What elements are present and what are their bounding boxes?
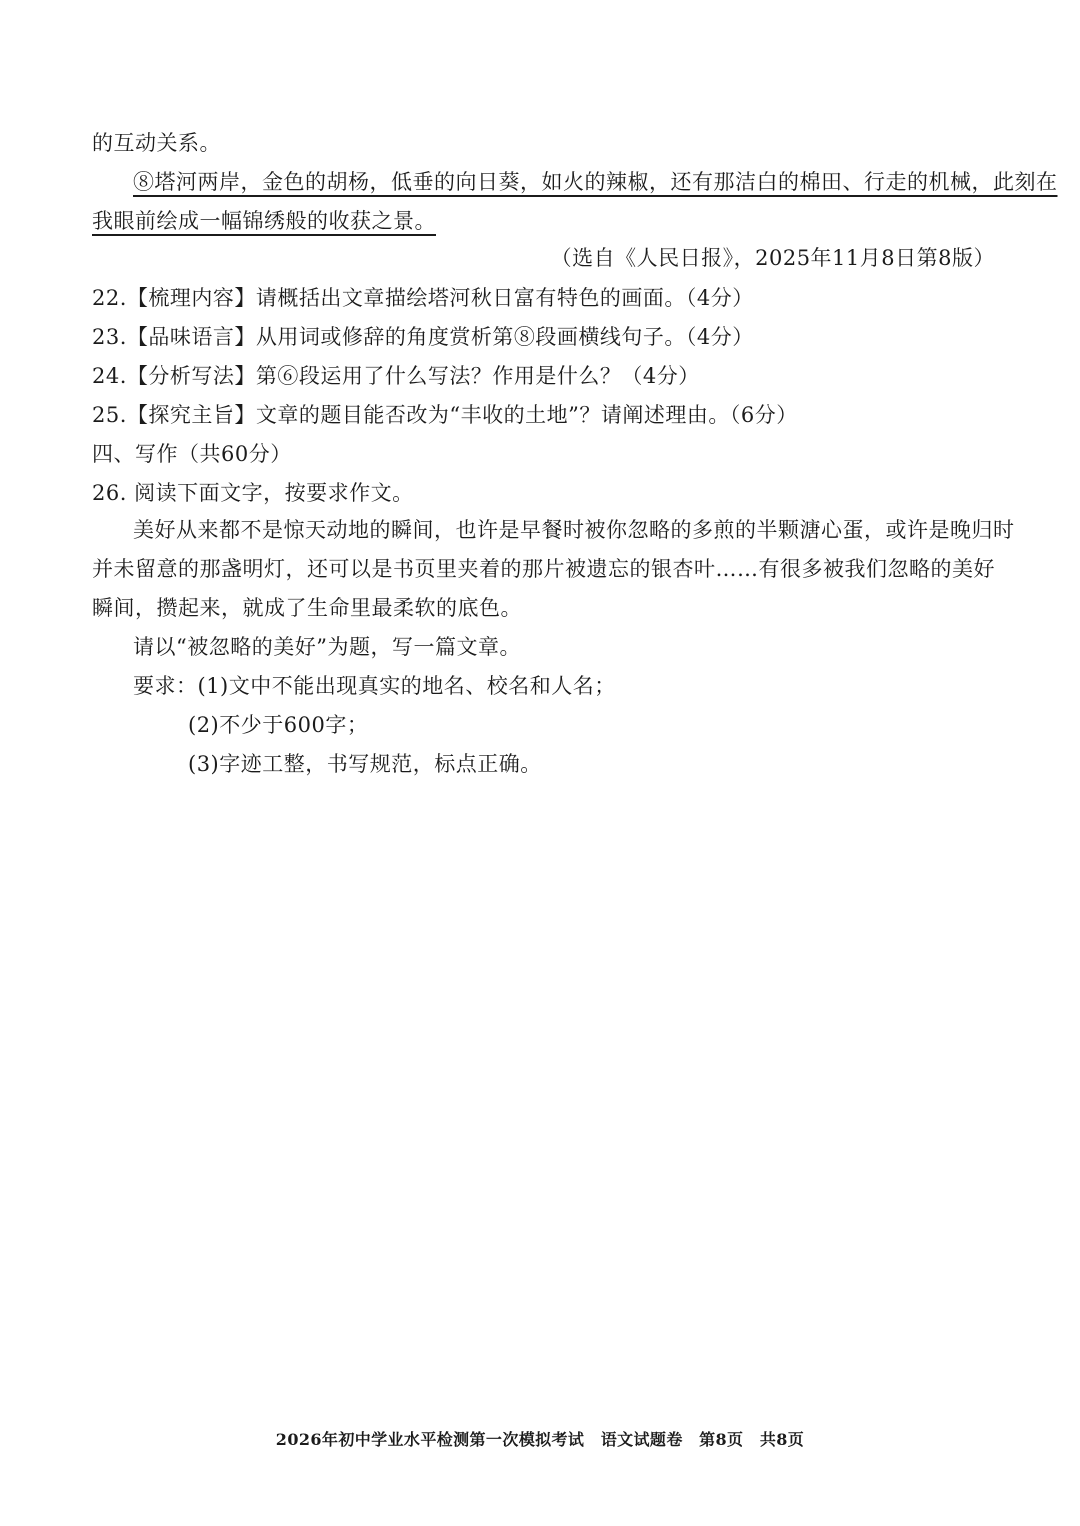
continued-passage-line: 的互动关系。 <box>92 131 221 155</box>
page-footer: 2026年初中学业水平检测第一次模拟考试 语文试题卷 第8页 共8页 <box>275 1430 805 1449</box>
prompt-line-1: 美好从来都不是惊天动地的瞬间，也许是早餐时被你忽略的多煎的半颗溏心蛋，或许是晚归时 <box>133 518 1015 542</box>
underlined-sentence-line-2: 我眼前绘成一幅锦绣般的收获之景。 <box>92 209 436 233</box>
requirement-2: (2)不少于600字； <box>188 713 369 737</box>
source-citation: （选自《人民日报》，2025年11月8日第8版） <box>550 246 995 270</box>
prompt-line-3: 瞬间，攒起来，就成了生命里最柔软的底色。 <box>92 596 522 620</box>
prompt-line-2: 并未留意的那盏明灯，还可以是书页里夹着的那片被遗忘的银杏叶……有很多被我们忽略的美好 <box>92 557 995 581</box>
question-25: 25.【探究主旨】文章的题目能否改为“丰收的土地”？请阐述理由。（6分） <box>92 403 798 427</box>
section-title-writing: 四、写作（共60分） <box>92 442 292 466</box>
essay-title-instruction: 请以“被忽略的美好”为题，写一篇文章。 <box>133 635 521 659</box>
question-23: 23.【品味语言】从用词或修辞的角度赏析第⑧段画横线句子。（4分） <box>92 325 754 349</box>
question-26-heading: 26. 阅读下面文字，按要求作文。 <box>92 481 414 505</box>
question-22: 22.【梳理内容】请概括出文章描绘塔河秋日富有特色的画面。（4分） <box>92 286 754 310</box>
underlined-sentence-line-1: ⑧塔河两岸，金色的胡杨，低垂的向日葵，如火的辣椒，还有那洁白的棉田、行走的机械，此刻在 <box>133 170 1058 194</box>
requirement-1: 要求：(1)文中不能出现真实的地名、校名和人名； <box>133 674 616 698</box>
question-24: 24.【分析写法】第⑥段运用了什么写法？作用是什么？（4分） <box>92 364 700 388</box>
requirement-3: (3)字迹工整，书写规范，标点正确。 <box>188 752 542 776</box>
